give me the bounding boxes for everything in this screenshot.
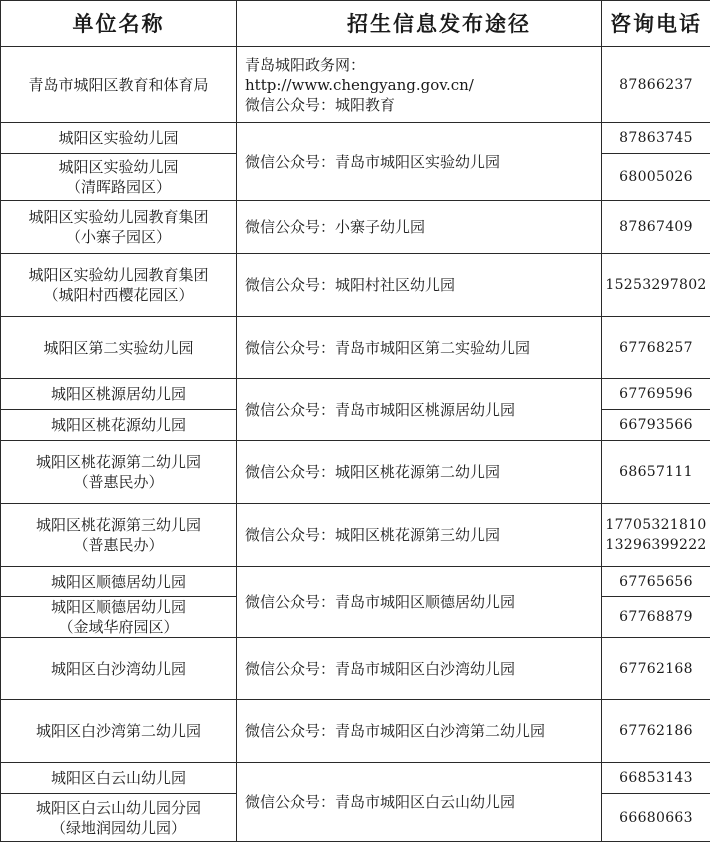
channel-cell: [237, 379, 602, 441]
table-header-row: [1, 1, 710, 47]
unit-name: 城阳区实验幼儿园教育集团: [28, 208, 209, 226]
unit-subname: （城阳村西樱花园区）: [43, 286, 194, 304]
phone-cell: [602, 700, 710, 763]
channel-text: 微信公众号：青岛市城阳区白沙湾第二幼儿园: [245, 722, 546, 740]
unit-name: 城阳区顺德居幼儿园: [50, 598, 186, 616]
phone-cell: [602, 201, 710, 254]
unit-name-cell: [1, 638, 237, 700]
phone-number: 67765656: [619, 573, 693, 590]
unit-name: 城阳区桃源居幼儿园: [50, 385, 186, 403]
unit-name: 城阳区桃花源第二幼儿园: [35, 453, 201, 471]
unit-name: 城阳区顺德居幼儿园: [50, 572, 186, 591]
unit-name-cell: [1, 410, 237, 441]
phone-cell: [602, 638, 710, 700]
unit-name: 城阳区白沙湾幼儿园: [50, 659, 186, 678]
channel-cell: [237, 700, 602, 763]
channel-text: 微信公众号：青岛市城阳区白云山幼儿园: [245, 793, 516, 811]
channel-text: 微信公众号：青岛市城阳区桃源居幼儿园: [245, 400, 516, 419]
channel-cell: [237, 638, 602, 700]
phone-number: 15253297802: [605, 277, 707, 293]
unit-name: 青岛市城阳区教育和体育局: [28, 75, 209, 94]
phone-number: 66680663: [619, 809, 693, 826]
unit-name-cell: [1, 254, 237, 317]
unit-subname: （小寨子园区）: [65, 228, 171, 246]
phone-number: 87863745: [619, 130, 693, 146]
phone-number: 66853143: [619, 770, 693, 786]
unit-name-cell: [1, 379, 237, 410]
unit-name-cell: [1, 441, 237, 504]
channel-text: 微信公众号：城阳教育: [245, 95, 396, 114]
channel-cell: [237, 254, 602, 317]
table-row: [1, 47, 710, 123]
phone-cell: [602, 441, 710, 504]
website-link[interactable]: http://www.chengyang.gov.cn/: [245, 75, 474, 94]
phone-cell: [602, 504, 710, 567]
phone-cell: [602, 794, 710, 842]
unit-name: 城阳区桃花源第三幼儿园: [35, 516, 201, 534]
unit-name: 城阳区白云山幼儿园: [50, 769, 186, 787]
phone-number: 87867409: [619, 219, 693, 235]
header-channel: 招生信息发布途径: [237, 1, 602, 47]
table-row: [1, 201, 710, 254]
channel-cell: [237, 763, 602, 842]
phone-number: 67768257: [619, 339, 693, 356]
unit-name-cell: [1, 597, 237, 638]
phone-cell: [602, 379, 710, 410]
unit-subname: （绿地润园幼儿园）: [50, 818, 186, 837]
phone-number: 17705321810: [605, 517, 707, 533]
table-row: [1, 379, 710, 410]
unit-name: 城阳区第二实验幼儿园: [43, 338, 194, 357]
phone-cell: [602, 567, 710, 597]
phone-number: 13296399222: [605, 537, 707, 553]
table-row: [1, 254, 710, 317]
channel-text: 微信公众号：青岛市城阳区第二实验幼儿园: [245, 338, 531, 357]
unit-name: 城阳区白云山幼儿园分园: [35, 798, 201, 817]
table-row: [1, 763, 710, 794]
unit-name-cell: [1, 47, 237, 123]
channel-text: 青岛城阳政务网：: [245, 55, 366, 74]
phone-number: 66793566: [619, 417, 693, 433]
unit-name-cell: [1, 154, 237, 201]
channel-text: 微信公众号：青岛市城阳区白沙湾幼儿园: [245, 659, 516, 678]
channel-cell: [237, 47, 602, 123]
header-unit: 单位名称: [1, 1, 237, 47]
phone-cell: [602, 254, 710, 317]
channel-cell: [237, 201, 602, 254]
unit-name-cell: [1, 567, 237, 597]
phone-cell: [602, 597, 710, 638]
channel-cell: [237, 504, 602, 567]
unit-name-cell: [1, 700, 237, 763]
unit-name-cell: [1, 794, 237, 842]
channel-cell: [237, 441, 602, 504]
phone-number: 68005026: [619, 169, 693, 185]
unit-subname: （普惠民办）: [73, 473, 164, 491]
channel-text: 微信公众号：青岛市城阳区顺德居幼儿园: [245, 593, 516, 611]
unit-name-cell: [1, 763, 237, 794]
unit-name: 城阳区白沙湾第二幼儿园: [35, 722, 201, 740]
unit-name: 城阳区桃花源幼儿园: [50, 416, 186, 434]
channel-text: 微信公众号：城阳村社区幼儿园: [245, 276, 456, 294]
channel-text: 微信公众号：城阳区桃花源第二幼儿园: [245, 463, 501, 481]
channel-cell: [237, 317, 602, 379]
unit-name: 城阳区实验幼儿园: [58, 158, 179, 176]
unit-name-cell: [1, 504, 237, 567]
channel-cell: [237, 567, 602, 638]
unit-name: 城阳区实验幼儿园: [58, 129, 179, 147]
phone-cell: [602, 763, 710, 794]
unit-name-cell: [1, 123, 237, 154]
table-row: [1, 123, 710, 154]
unit-subname: （清晖路园区）: [65, 178, 171, 196]
phone-cell: [602, 410, 710, 441]
header-phone: 咨询电话: [602, 1, 710, 47]
phone-number: 87866237: [619, 76, 693, 93]
unit-name: 城阳区实验幼儿园教育集团: [28, 266, 209, 284]
table-row: [1, 700, 710, 763]
phone-cell: [602, 47, 710, 123]
unit-name-cell: [1, 317, 237, 379]
channel-text: 微信公众号：城阳区桃花源第三幼儿园: [245, 526, 501, 544]
table-row: [1, 504, 710, 567]
unit-name-cell: [1, 201, 237, 254]
phone-cell: [602, 317, 710, 379]
channel-text: 微信公众号：青岛市城阳区实验幼儿园: [245, 152, 501, 171]
phone-cell: [602, 154, 710, 201]
phone-cell: [602, 123, 710, 154]
phone-number: 67762186: [619, 723, 693, 739]
phone-number: 67762168: [619, 660, 693, 677]
table-row: [1, 638, 710, 700]
phone-number: 67768879: [619, 609, 693, 625]
channel-text: 微信公众号：小寨子幼儿园: [245, 218, 426, 236]
phone-number: 67769596: [619, 386, 693, 402]
phone-number: 68657111: [619, 464, 693, 480]
table-row: [1, 317, 710, 379]
table-row: [1, 441, 710, 504]
channel-cell: [237, 123, 602, 201]
unit-subname: （普惠民办）: [73, 536, 164, 554]
unit-subname: （金域华府园区）: [58, 618, 179, 636]
table-row: [1, 567, 710, 597]
